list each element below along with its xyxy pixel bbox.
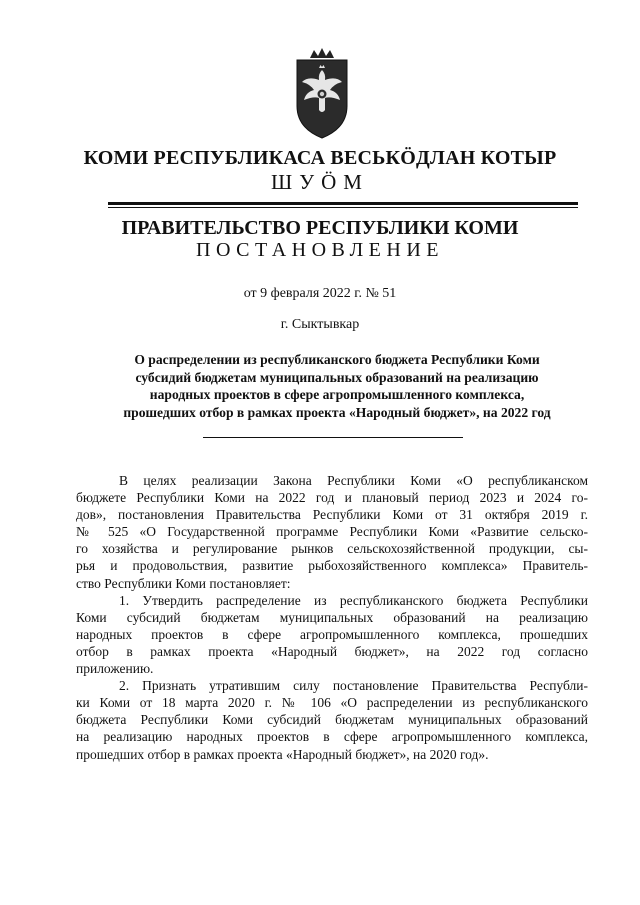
date-number-line: от 9 февраля 2022 г. № 51 [243,286,397,301]
document-subject [96,351,578,421]
body-line: дов», постановления Правительства Республики Коми от 31 октября 2019 г. [76,507,588,523]
body-line: ки Коми от 18 марта 2020 г. № 106 «О распределении из республиканского [76,695,588,711]
subject-line: О распределении из республиканского бюджета Республики Коми [134,352,540,367]
government-title: ПРАВИТЕЛЬСТВО РЕСПУБЛИКИ КОМИ [121,217,519,239]
subject-line: народных проектов в сфере агропромышленного комплекса, [149,387,525,403]
header-rule-thick [108,202,578,205]
subject-separator [203,437,463,438]
body-line: го хозяйства и регулирование рынков сельскохозяйственной продукции, сы- [76,541,588,557]
body-line: Коми субсидий бюджетам муниципальных образований на реализацию [76,609,588,625]
coat-of-arms-icon [292,48,352,140]
body-line: 2. Признать утратившим силу постановление Правительства Республи- [119,678,588,694]
body-line: ство Республики Коми постановляет: [76,575,291,591]
subject-line: прошедших отбор в рамках проекта «Народный бюджет», на 2022 год [123,404,551,420]
body-line: В целях реализации Закона Республики Коми «О республиканском [119,473,588,488]
komi-title: КОМИ РЕСПУБЛИКАСА ВЕСЬКӦДЛАН КОТЫР [83,147,557,169]
document-type: ПОСТАНОВЛЕНИЕ [196,239,444,261]
body-line: рья и продовольствия, развитие рыбохозяйственного комплекса» Правитель- [76,558,588,574]
body-line: бюджете Республики Коми на 2022 год и плановый период 2023 и 2024 го- [76,490,588,506]
body-line: отбор в рамках проекта «Народный бюджет», на 2022 год согласно [76,643,588,659]
body-line: бюджета Республики Коми субсидий бюджетам муниципальных образований [76,712,588,728]
header-rule-thin [108,207,578,208]
body-line: приложению. [76,661,154,677]
body-line: народных проектов в сфере агропромышленного комплекса, прошедших [76,626,588,642]
city-line: г. Сыктывкар [280,317,360,332]
subject-line: субсидий бюджетам муниципальных образований на реализацию [135,369,539,385]
body-line: прошедших отбор в рамках проекта «Народный бюджет», на 2020 год». [76,746,489,762]
body-line: № 525 «О Государственной программе Республики Коми «Развитие сельско- [76,524,588,540]
body-line: на реализацию народных проектов в сфере агропромышленного комплекса, [76,729,588,745]
document-body [76,472,588,763]
komi-subtitle: ШУӦМ [271,170,369,194]
body-line: 1. Утвердить распределение из республиканского бюджета Республики [119,592,588,608]
